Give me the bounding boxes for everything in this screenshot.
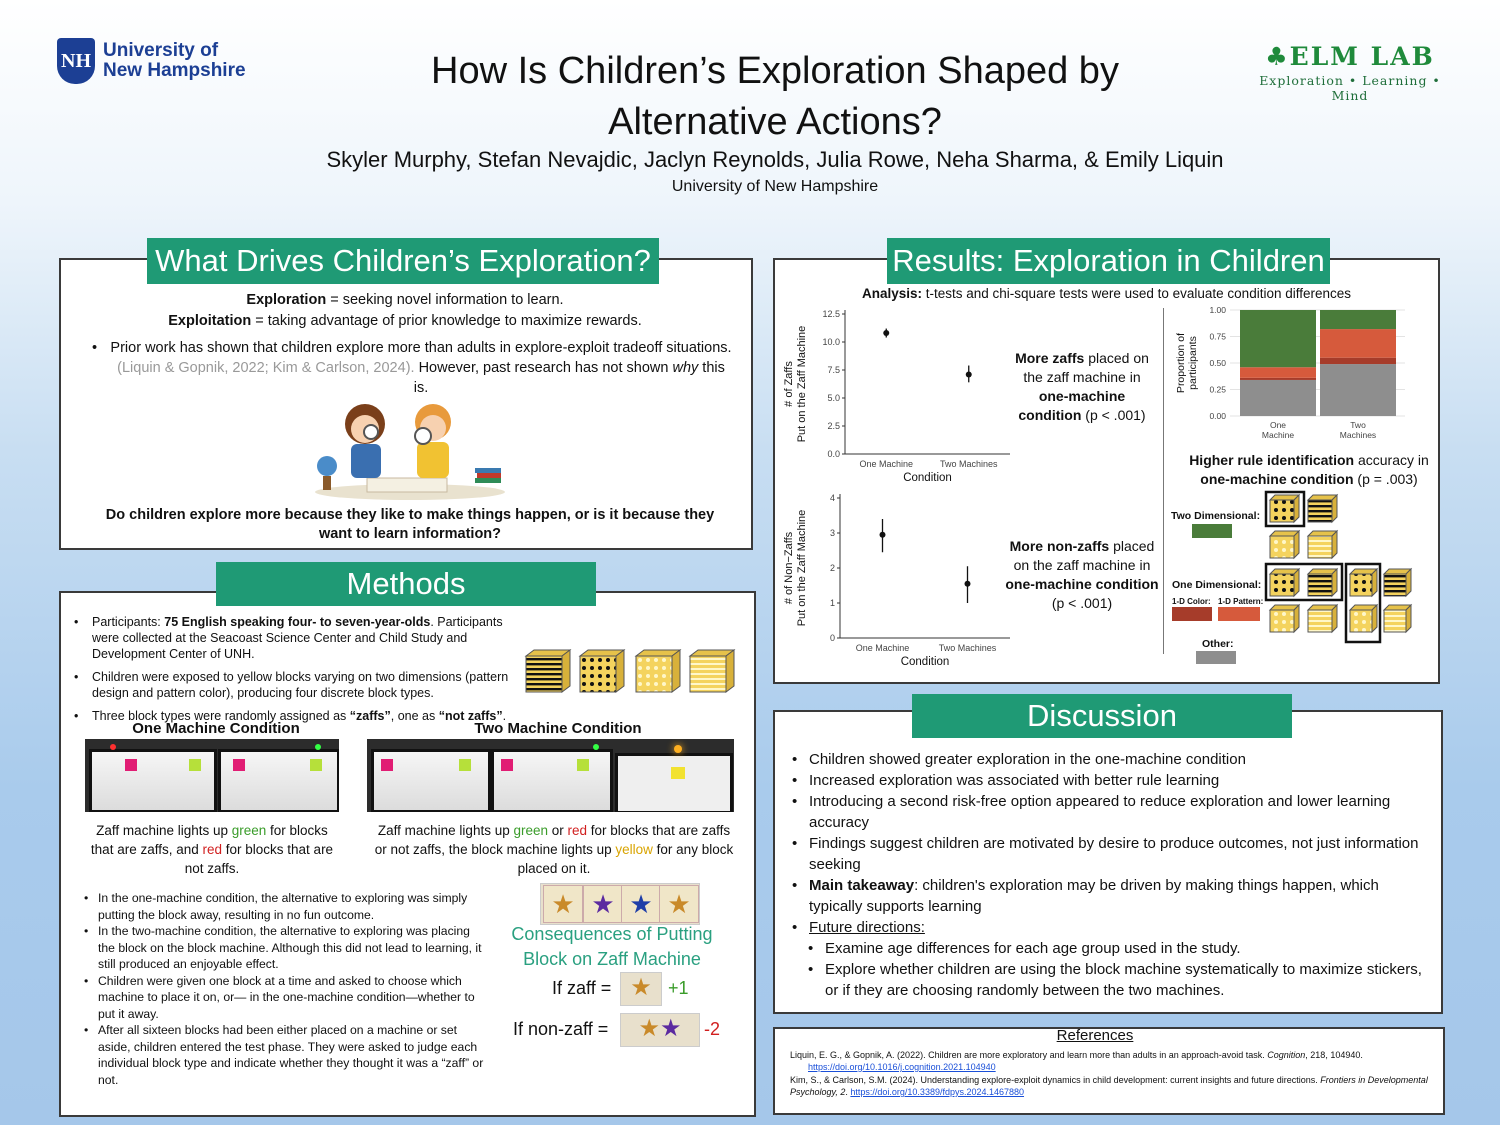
legend-pattern-label: 1-D Pattern: [1218, 597, 1264, 606]
elm-lab-logo [1245, 42, 1455, 103]
y-axis-label-line: # of Zaffs [783, 361, 795, 407]
title-line1: How Is Children’s Exploration Shaped by [431, 50, 1119, 92]
rule-id-chart [1170, 306, 1410, 451]
reference-2: Kim, S., & Carlson, S.M. (2024). Understanding explore-exploit dynamics in child development: current insights and future directions. Frontiers in Developmental Psychology, 2. https://doi.org/10.3389/fdpys.2024.1467880 [790, 1074, 1428, 1097]
if-zaff-label: If zaff = [552, 978, 612, 998]
x-tick-label: Machines [1339, 430, 1377, 440]
bar-segment [1240, 310, 1316, 367]
exploitation-def: = taking advantage of prior knowledge to maximize rewards. [251, 313, 642, 329]
references-heading: References [1056, 1027, 1134, 1044]
block-white-dots [636, 650, 680, 692]
list-item: • Explore whether children are using the block machine systematically to maximize stickers, or if they are choosing randomly between the two machines. [790, 959, 1430, 1001]
if-zaff-value: +1 [668, 978, 689, 998]
list-item: • Children were given one block at a time and asked to choose which machine to place it on, or— in the one-machine condition—whether to put it away. [84, 973, 489, 1023]
children-exploring-illustration [305, 396, 515, 502]
bar-segment [1240, 380, 1316, 416]
list-item: • In the two-machine condition, the alternative to exploring was placing the block on the block machine. Although this did not lead to learning, it still produced an enjoyable effect. [84, 923, 489, 973]
finding-zaffs: More zaffs placed on the zaff machine in one-machine condition (p < .001) [1015, 350, 1149, 423]
intro-heading: What Drives Children’s Exploration? [147, 238, 659, 284]
list-item: • Main takeaway: children's exploration may be driven by making things happen, which typically supports learning [790, 875, 1430, 917]
sticker-strip [540, 883, 700, 925]
list-item: • Three block types were randomly assigned as “zaffs”, one as “not zaffs”. [72, 708, 522, 724]
methods-heading: Methods [216, 562, 596, 606]
star-sticker-icon: ★ [638, 1015, 660, 1042]
procedure-list [84, 890, 489, 1088]
bar-segment [1320, 329, 1396, 358]
block-white-stripes [690, 650, 734, 692]
finding-rule-id: Higher rule identification accuracy in one-machine condition (p = .003) [1189, 452, 1429, 487]
list-item: • Participants: 75 English speaking four- to seven-year-olds. Participants were collected at the Seacoast Science Center and Child Study and Development Center of UNH. [72, 614, 522, 662]
bar-segment [1320, 310, 1396, 329]
title-line2: Alternative Actions? [608, 101, 942, 143]
x-tick-label: Two Machines [938, 643, 997, 653]
participants-bold: 75 English speaking four- to seven-year-olds [164, 615, 431, 629]
y-tick-label: 2 [829, 563, 835, 573]
x-tick-label: Two [1350, 420, 1366, 430]
star-sticker-icon: ★ [583, 885, 623, 923]
y-tick-label: 4 [829, 493, 835, 503]
exploitation-term: Exploitation [168, 313, 252, 329]
bullet-tail-b: this is. [413, 360, 725, 396]
y-tick-label: 10.0 [822, 337, 840, 347]
list-item: • Children showed greater exploration in the one-machine condition [790, 749, 1430, 770]
data-point [965, 581, 971, 587]
y-axis-label-line: Proportion of [1175, 332, 1187, 394]
list-item: • Examine age differences for each age group used in the study. [790, 938, 1430, 959]
y-tick-label: 0.00 [1209, 411, 1226, 421]
methods-list [72, 614, 522, 731]
star-sticker-icon: ★ [659, 885, 699, 923]
y-axis-label-line: participants [1187, 336, 1199, 390]
two-machine-caption: Zaff machine lights up green or red for blocks that are zaffs or not zaffs, the block machine lights up yellow for any block placed on it. [374, 823, 734, 876]
bar-segment [1240, 378, 1316, 380]
star-sticker-icon: ★ [543, 885, 583, 923]
legend-color-label: 1-D Color: [1172, 597, 1211, 606]
nonzaffs-chart [780, 492, 1015, 672]
y-tick-label: 0.50 [1209, 358, 1226, 368]
x-axis-label: Condition [900, 656, 950, 668]
list-item: • Increased exploration was associated with better rule learning [790, 770, 1430, 791]
x-tick-label: One Machine [859, 459, 914, 469]
bullet-cite: (Liquin & Gopnik, 2022; Kim & Carlson, 2024). [117, 360, 415, 376]
one-machine-caption: Zaff machine lights up green for blocks that are zaffs, and red for blocks that are not zaffs. [90, 823, 334, 876]
if-nonzaff-label: If non-zaff = [513, 1019, 609, 1039]
consequences-title: Consequences of Putting Block on Zaff Machine [511, 924, 713, 969]
definitions [60, 290, 750, 332]
y-tick-label: 0.0 [827, 449, 840, 459]
lab-name: ELM LAB [1289, 42, 1435, 71]
y-tick-label: 5.0 [827, 393, 840, 403]
one-machine-photo [85, 739, 339, 812]
unh-logo [57, 38, 246, 84]
block-machine [615, 753, 733, 812]
list-item: • In the one-machine condition, the alternative to exploring was simply putting the block away, resulting in no fun outcome. [84, 890, 489, 923]
one-machine-title: One Machine Condition [132, 720, 300, 737]
y-axis-label [1175, 333, 1199, 393]
reference-1: Liquin, E. G., & Gopnik, A. (2022). Children are more exploratory and learn more than adults in an approach-avoid task. Cognition, 218, 104940. [790, 1049, 1363, 1060]
finding-nonzaffs: More non-zaffs placed on the zaff machine in one-machine condition (p < .001) [1005, 538, 1159, 611]
block-black-stripes [526, 650, 570, 692]
x-tick-label: One Machine [855, 643, 910, 653]
y-tick-label: 3 [829, 528, 835, 538]
block-types-image [524, 648, 739, 696]
list-item: • Introducing a second risk-free option appeared to reduce exploration and lower learning accuracy [790, 791, 1430, 833]
legend-blocks-image [1264, 490, 1414, 645]
bar-segment [1240, 367, 1316, 378]
y-axis-label [783, 510, 808, 627]
analysis-text: Analysis: t-tests and chi-square tests were used to evaluate condition differences [861, 286, 1352, 301]
tree-icon: ♣ [1265, 42, 1290, 71]
references [790, 1027, 1430, 1099]
two-machine-title: Two Machine Condition [474, 720, 642, 737]
star-sticker-icon: ★ [620, 972, 662, 1006]
if-nonzaff-value: -2 [704, 1019, 721, 1039]
list-item: • Children were exposed to yellow blocks varying on two dimensions (pattern design and pattern color), producing four discrete block types. [72, 669, 522, 701]
y-tick-label: 0 [829, 633, 835, 643]
unh-shield-icon: NH [57, 38, 95, 84]
y-axis-label [783, 326, 808, 443]
results-heading: Results: Exploration in Children [887, 238, 1330, 284]
legend-other-label: Other: [1202, 638, 1234, 650]
bullet-main: Prior work has shown that children explore more than adults in explore-exploit tradeoff situations. [110, 340, 732, 356]
zaffs-chart [780, 302, 1015, 492]
bullet-tail-a: However, past research has not shown [414, 360, 673, 376]
discussion-heading: Discussion [912, 694, 1292, 738]
reference-1-link[interactable]: https://doi.org/10.1016/j.cognition.2021.104940 [808, 1062, 996, 1072]
poster-title [380, 46, 1170, 148]
reference-2-link[interactable]: https://doi.org/10.3389/fdpys.2024.1467880 [850, 1087, 1025, 1097]
exploration-def: = seeking novel information to learn. [326, 292, 564, 308]
legend-other-swatch [1196, 651, 1236, 664]
data-point [966, 371, 972, 377]
x-tick-label: Two Machines [939, 459, 998, 469]
x-tick-label: One [1269, 420, 1287, 430]
bar-segment [1320, 358, 1396, 364]
discussion-list [790, 749, 1430, 1001]
unh-logo-line1: University of [103, 40, 219, 61]
y-tick-label: 2.5 [827, 421, 840, 431]
block-black-dots [580, 650, 624, 692]
y-axis-label-line: # of Non−Zaffs [783, 531, 795, 605]
bullet-tail-em: why [672, 360, 699, 376]
lab-tagline: Exploration • Learning • Mind [1259, 73, 1441, 103]
research-question: Do children explore more because they like to make things happen, or is it because they want to learn information? [105, 507, 715, 542]
data-point [883, 330, 889, 336]
y-tick-label: 12.5 [822, 309, 840, 319]
stickers-pair [620, 1013, 700, 1047]
star-sticker-icon: ★ [621, 885, 661, 923]
legend-one-dim-label: One Dimensional: [1172, 579, 1262, 591]
affiliation: University of New Hampshire [671, 178, 879, 195]
exploration-term: Exploration [246, 292, 327, 308]
star-sticker-icon: ★ [660, 1015, 682, 1042]
list-item: • Future directions: [790, 917, 1430, 938]
two-machine-photo [367, 739, 734, 812]
y-tick-label: 0.25 [1209, 384, 1226, 395]
y-tick-label: 7.5 [827, 365, 840, 375]
legend-color-swatch [1172, 607, 1212, 621]
x-tick-label: Machine [1261, 430, 1295, 440]
data-point [880, 532, 886, 538]
y-tick-label: 1.00 [1209, 306, 1226, 315]
y-axis-label-line: Put on the Zaff Machine [796, 509, 808, 627]
legend-pattern-swatch [1218, 607, 1260, 621]
x-axis-label: Condition [903, 472, 952, 484]
divider [1163, 308, 1164, 654]
y-axis-label-line: Put on the Zaff Machine [796, 325, 808, 443]
intro-bullet: • Prior work has shown that children explore more than adults in explore-exploit tradeoff situations. (Liquin & Gopnik, 2022; Kim & Carlson, 2024). However, past research has not shown why this is. [92, 340, 732, 396]
list-item: • After all sixteen blocks had been either placed on a machine or set aside, children entered the test phase. They were asked to judge each individual block type and indicate whether they thought it was a “zaff” or not. [84, 1022, 489, 1088]
unh-logo-line2: New Hampshire [103, 60, 246, 81]
legend-two-dim-label: Two Dimensional: [1171, 510, 1261, 522]
bar-segment [1320, 364, 1396, 416]
y-tick-label: 0.75 [1209, 331, 1226, 342]
y-tick-label: 1 [829, 598, 835, 608]
legend-two-dim-swatch [1192, 524, 1232, 538]
list-item: • Findings suggest children are motivated by desire to produce outcomes, not just information seeking [790, 833, 1430, 875]
authors: Skyler Murphy, Stefan Nevajdic, Jaclyn Reynolds, Julia Rowe, Neha Sharma, & Emily Liquin [326, 147, 1224, 172]
